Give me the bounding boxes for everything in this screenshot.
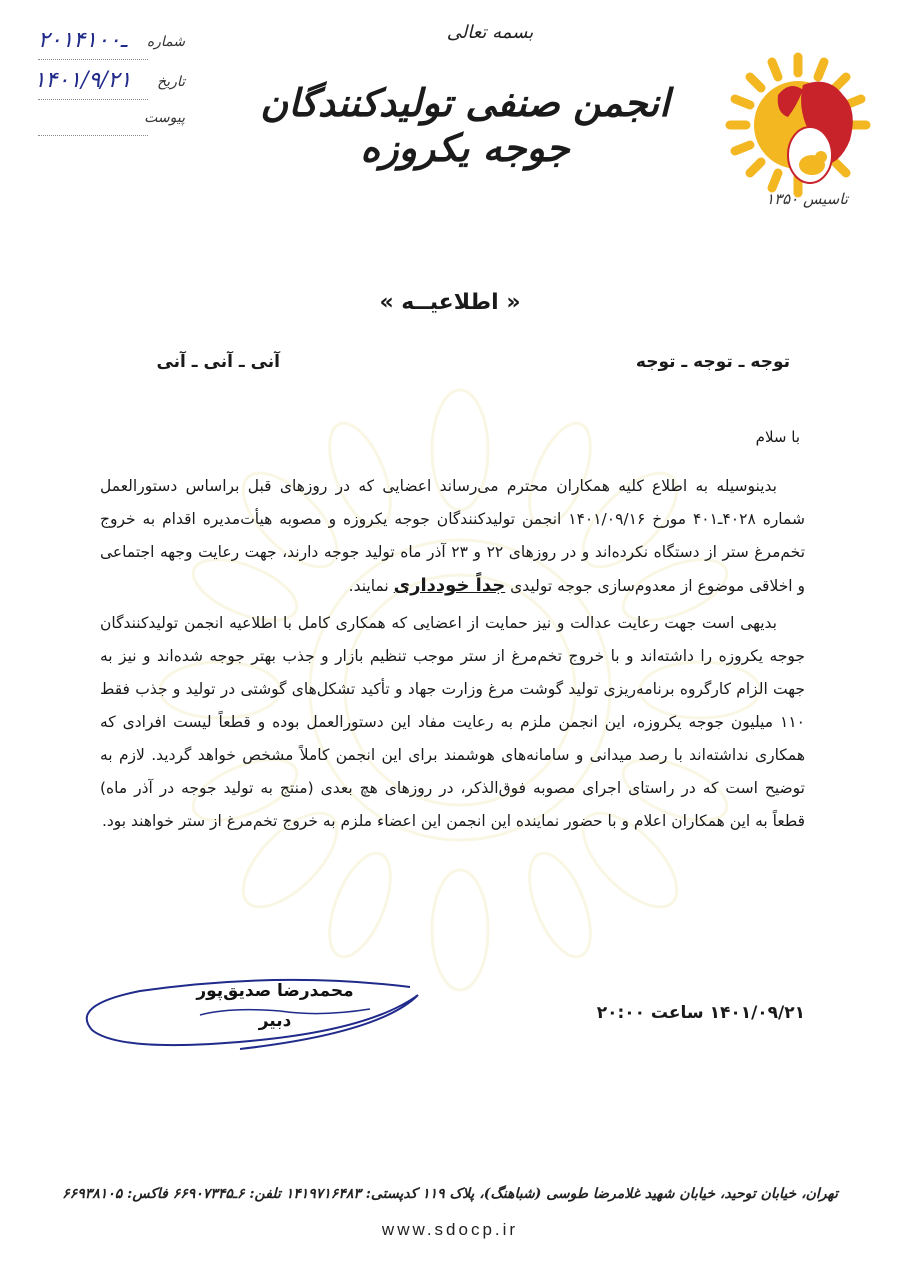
signer-role: دبیر <box>258 1011 292 1031</box>
letter-body <box>100 470 805 842</box>
footer-address: تهران، خیابان توحید، خیابان شهید غلامرضا طوسی (شباهنگ)، پلاک ۱۱۹ کدپستی: ۱۴۱۹۷۱۶۴۸۳ تلفن: ۶ـ۶۶۹۰۷۳۴۵ فاکس: ۶۶۹۳۸۱۰۵ <box>62 1186 838 1202</box>
paragraph-1 <box>100 470 805 603</box>
meta-line <box>38 99 148 100</box>
paragraph-1-ending: نمایند. <box>348 577 389 595</box>
signing-date: ۱۴۰۱/۰۹/۲۱ ساعت ۲۰:۰۰ <box>596 1003 805 1023</box>
paragraph-2: بدیهی است جهت رعایت عدالت و نیز حمایت از اعضایی که همکاری کامل با اطلاعیه انجمن تولیدکنندگان جوجه یکروزه را داشته‌اند و با خروج تخم‌مرغ از ستر موجب تنظیم بازار و جذب بهتر جوجه شده‌اند و نیز به جهت الزام کارگروه برنامه‌ریزی تولید گوشت مرغ وزارت جهاد و تأکید تشکل‌های گوشتی در تولید و جذب فقط ۱۱۰ میلیون جوجه یکروزه، این انجمن ملزم به رعایت مفاد این دستورالعمل بوده و قطعاً لیست افرادی که همکاری نداشته‌اند با رصد میدانی و سامانه‌های هوشمند برای این انجمن کاملاً مشخص خواهد گردید. لازم به توضیح است که در راستای اجرای مصوبه فوق‌الذکر، در روزهای هچ بعدی (منتج به تولید جوجه در آذر ماه) قطعاً به این همکاران اعلام و با حضور نماینده این انجمن این اعضاء ملزم به خروج تخم‌مرغ از ستر خواهند بود. <box>100 614 805 830</box>
meta-attachment-row <box>20 104 185 136</box>
letter-date: ۱۴۰۱/۹/۲۱ <box>33 68 132 93</box>
announcement-title: « اطلاعیــه » <box>379 290 521 315</box>
letter-number: ۲۰۱ـ۴۱۰۰ <box>37 28 128 53</box>
meta-line <box>38 59 148 60</box>
meta-number-row <box>20 28 185 60</box>
meta-date-row <box>20 68 185 100</box>
emphasis-text: جداً خودداری <box>393 575 506 596</box>
urgent-banner: آنی ـ آنی ـ آنی <box>156 352 280 372</box>
greeting: با سلام <box>755 428 800 446</box>
signature-block <box>80 975 425 1055</box>
attention-banner: توجه ـ توجه ـ توجه <box>635 352 790 372</box>
footer-website[interactable]: www.sdocp.ir <box>381 1220 519 1239</box>
meta-line <box>38 135 148 136</box>
bismillah: بسمه تعالی <box>446 22 534 43</box>
signer-name: محمدرضا صدیق‌پور <box>196 981 354 1001</box>
paragraph-1-text: بدینوسیله به اطلاع کلیه همکاران محترم می‌رساند اعضایی که در روزهای قبل براساس دستورالعمل شماره ۴۰۲۸ـ۴۰۱ مورخ ۱۴۰۱/۰۹/۱۶ انجمن تولیدکنندگان جوجه یکروزه و مصوبه هیأت‌مدیره اقدام به خروج تخم‌مرغ ستر از دستگاه نکرده‌اند و در روزهای ۲۲ و ۲۳ آذر ماه تولید جوجه دارند، جهت رعایت وجهه اجتماعی و اخلاقی موضوع از معدوم‌سازی جوجه تولیدی <box>100 477 806 595</box>
organization-name: انجمن صنفی تولیدکنندگان جوجه یکروزه <box>260 80 670 170</box>
date-label: تاریخ <box>157 74 185 90</box>
number-label: شماره <box>146 34 185 50</box>
founded-year: تاسیس ۱۳۵۰ <box>766 190 848 208</box>
attachment-label: پیوست <box>144 110 185 126</box>
letter-meta <box>20 20 190 140</box>
association-logo <box>718 45 888 210</box>
